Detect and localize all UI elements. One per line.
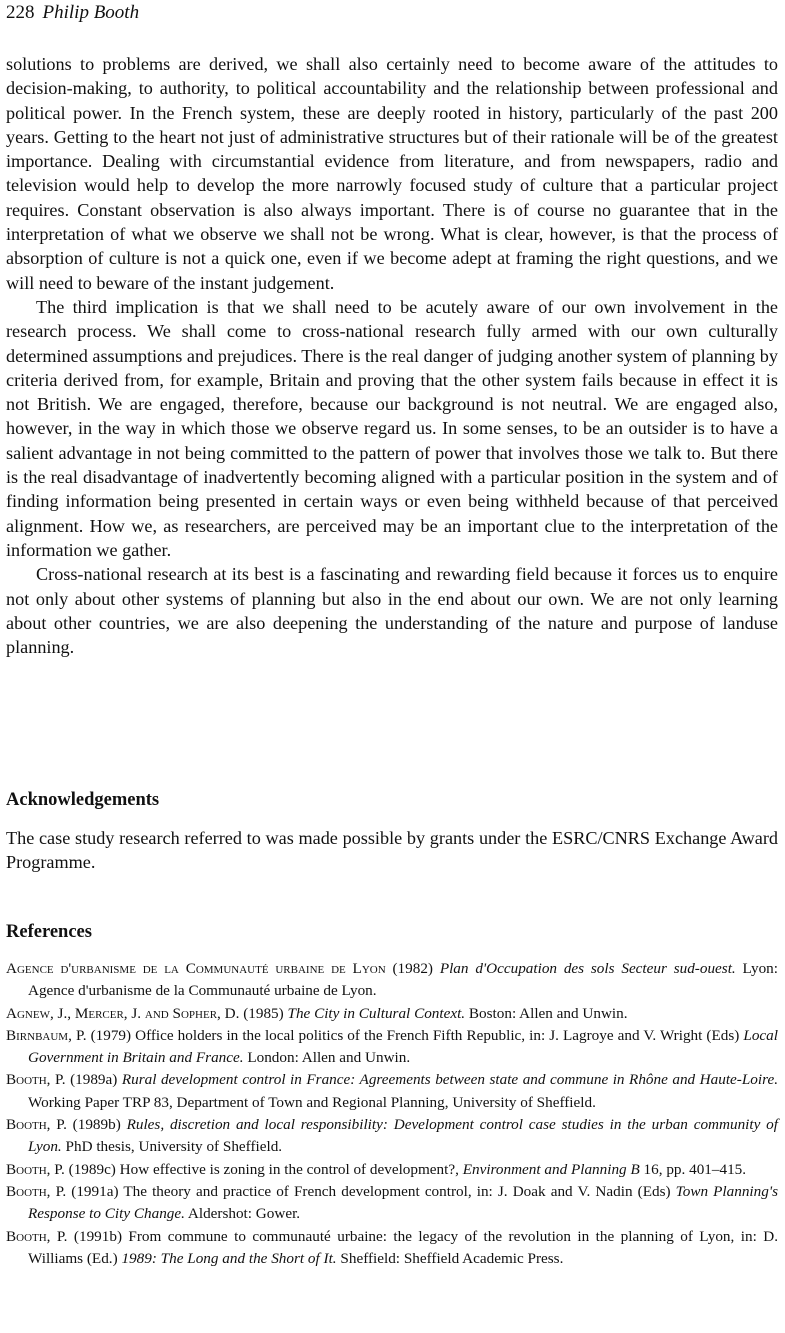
- body-text: [6, 52, 778, 659]
- paragraph: Cross-national research at its best is a fascinating and rewarding field because it forces us to enquire not only about other systems of planning but also in the end about our own. We are not only learning about other countries, we are also deepening the understanding of the nature and purpose of landuse planning.: [6, 564, 778, 658]
- reference-item: Booth, P. (1989c) How effective is zoning in the control of development?, Environment and Planning B 16, pp. 401–415.: [6, 1160, 747, 1178]
- page-number: 228: [6, 2, 35, 23]
- acknowledgements-heading: Acknowledgements: [6, 790, 160, 810]
- reference-item: Agnew, J., Mercer, J. and Sopher, D. (1985) The City in Cultural Context. Boston: Allen and Unwin.: [6, 1004, 628, 1022]
- reference-item: Booth, P. (1989a) Rural development control in France: Agreements between state and commune in Rhône and Haute-Loire. Working Paper TRP 83, Department of Town and Regional Planning, University of Sheffield.: [6, 1071, 778, 1111]
- paragraph: The third implication is that we shall need to be acutely aware of our own involvement in the research process. We shall come to cross-national research fully armed with our own culturally determined assumptions and prejudices. There is the real danger of judging another system of planning by criteria derived from, for example, Britain and proving that the other system fails because in effect it is not British. We are engaged, therefore, because our background is not neutral. We are engaged also, however, in the way in which those we observe regard us. In some senses, to be an outsider is to have a salient advantage in not being committed to the pattern of power that involves those we talk to. But there is the real disadvantage of inadvertently becoming aligned with a particular position in the system and of finding information being presented in certain ways or even being withheld because of that perceived alignment. How we, as researchers, are perceived may be an important clue to the interpretation of the information we gather.: [6, 296, 778, 560]
- reference-item: Birnbaum, P. (1979) Office holders in the local politics of the French Fifth Republic, in: J. Lagroye and V. Wright (Eds) Local Government in Britain and France. London: Allen and Unwin.: [6, 1026, 778, 1067]
- reference-item: Booth, P. (1991b) From commune to communauté urbaine: the legacy of the revolution in the planning of Lyon, in: D. Williams (Ed.) 1989: The Long and the Short of It. Sheffield: Sheffield Academic Press.: [6, 1227, 778, 1267]
- reference-item: Booth, P. (1989b) Rules, discretion and local responsibility: Development control case studies in the urban community of Lyon. PhD thesis, University of Sheffield.: [6, 1116, 778, 1156]
- references-heading: References: [6, 922, 92, 942]
- running-head-author: Philip Booth: [42, 2, 140, 23]
- reference-list: [6, 958, 778, 1270]
- reference-item: Booth, P. (1991a) The theory and practice of French development control, in: J. Doak and V. Nadin (Eds) Town Planning's Response to City Change. Aldershot: Gower.: [6, 1182, 778, 1223]
- running-header: [6, 2, 139, 24]
- reference-item: Agence d'urbanisme de la Communauté urbaine de Lyon (1982) Plan d'Occupation des sols Secteur sud-ouest. Lyon: Agence d'urbanisme de la Communauté urbaine de Lyon.: [6, 960, 778, 1000]
- paragraph: solutions to problems are derived, we shall also certainly need to become aware of the attitudes to decision-making, to authority, to political accountability and the relationship between professional and political power. In the French system, these are deeply rooted in history, particularly of the past 200 years. Getting to the heart not just of administrative structures but of their rationale will be of the greatest importance. Dealing with circumstantial evidence from literature, and from newspapers, radio and television would help to develop the more narrowly focused study of culture that a particular project requires. Constant observation is also always important. There is of course no guarantee that in the interpretation of what we observe we shall not be wrong. What is clear, however, is that the process of absorption of culture is not a quick one, even if we become adept at framing the right questions, and we will need to beware of the instant judgement.: [6, 54, 778, 293]
- acknowledgements-text: The case study research referred to was made possible by grants under the ESRC/CNRS Exchange Award Programme.: [6, 828, 778, 873]
